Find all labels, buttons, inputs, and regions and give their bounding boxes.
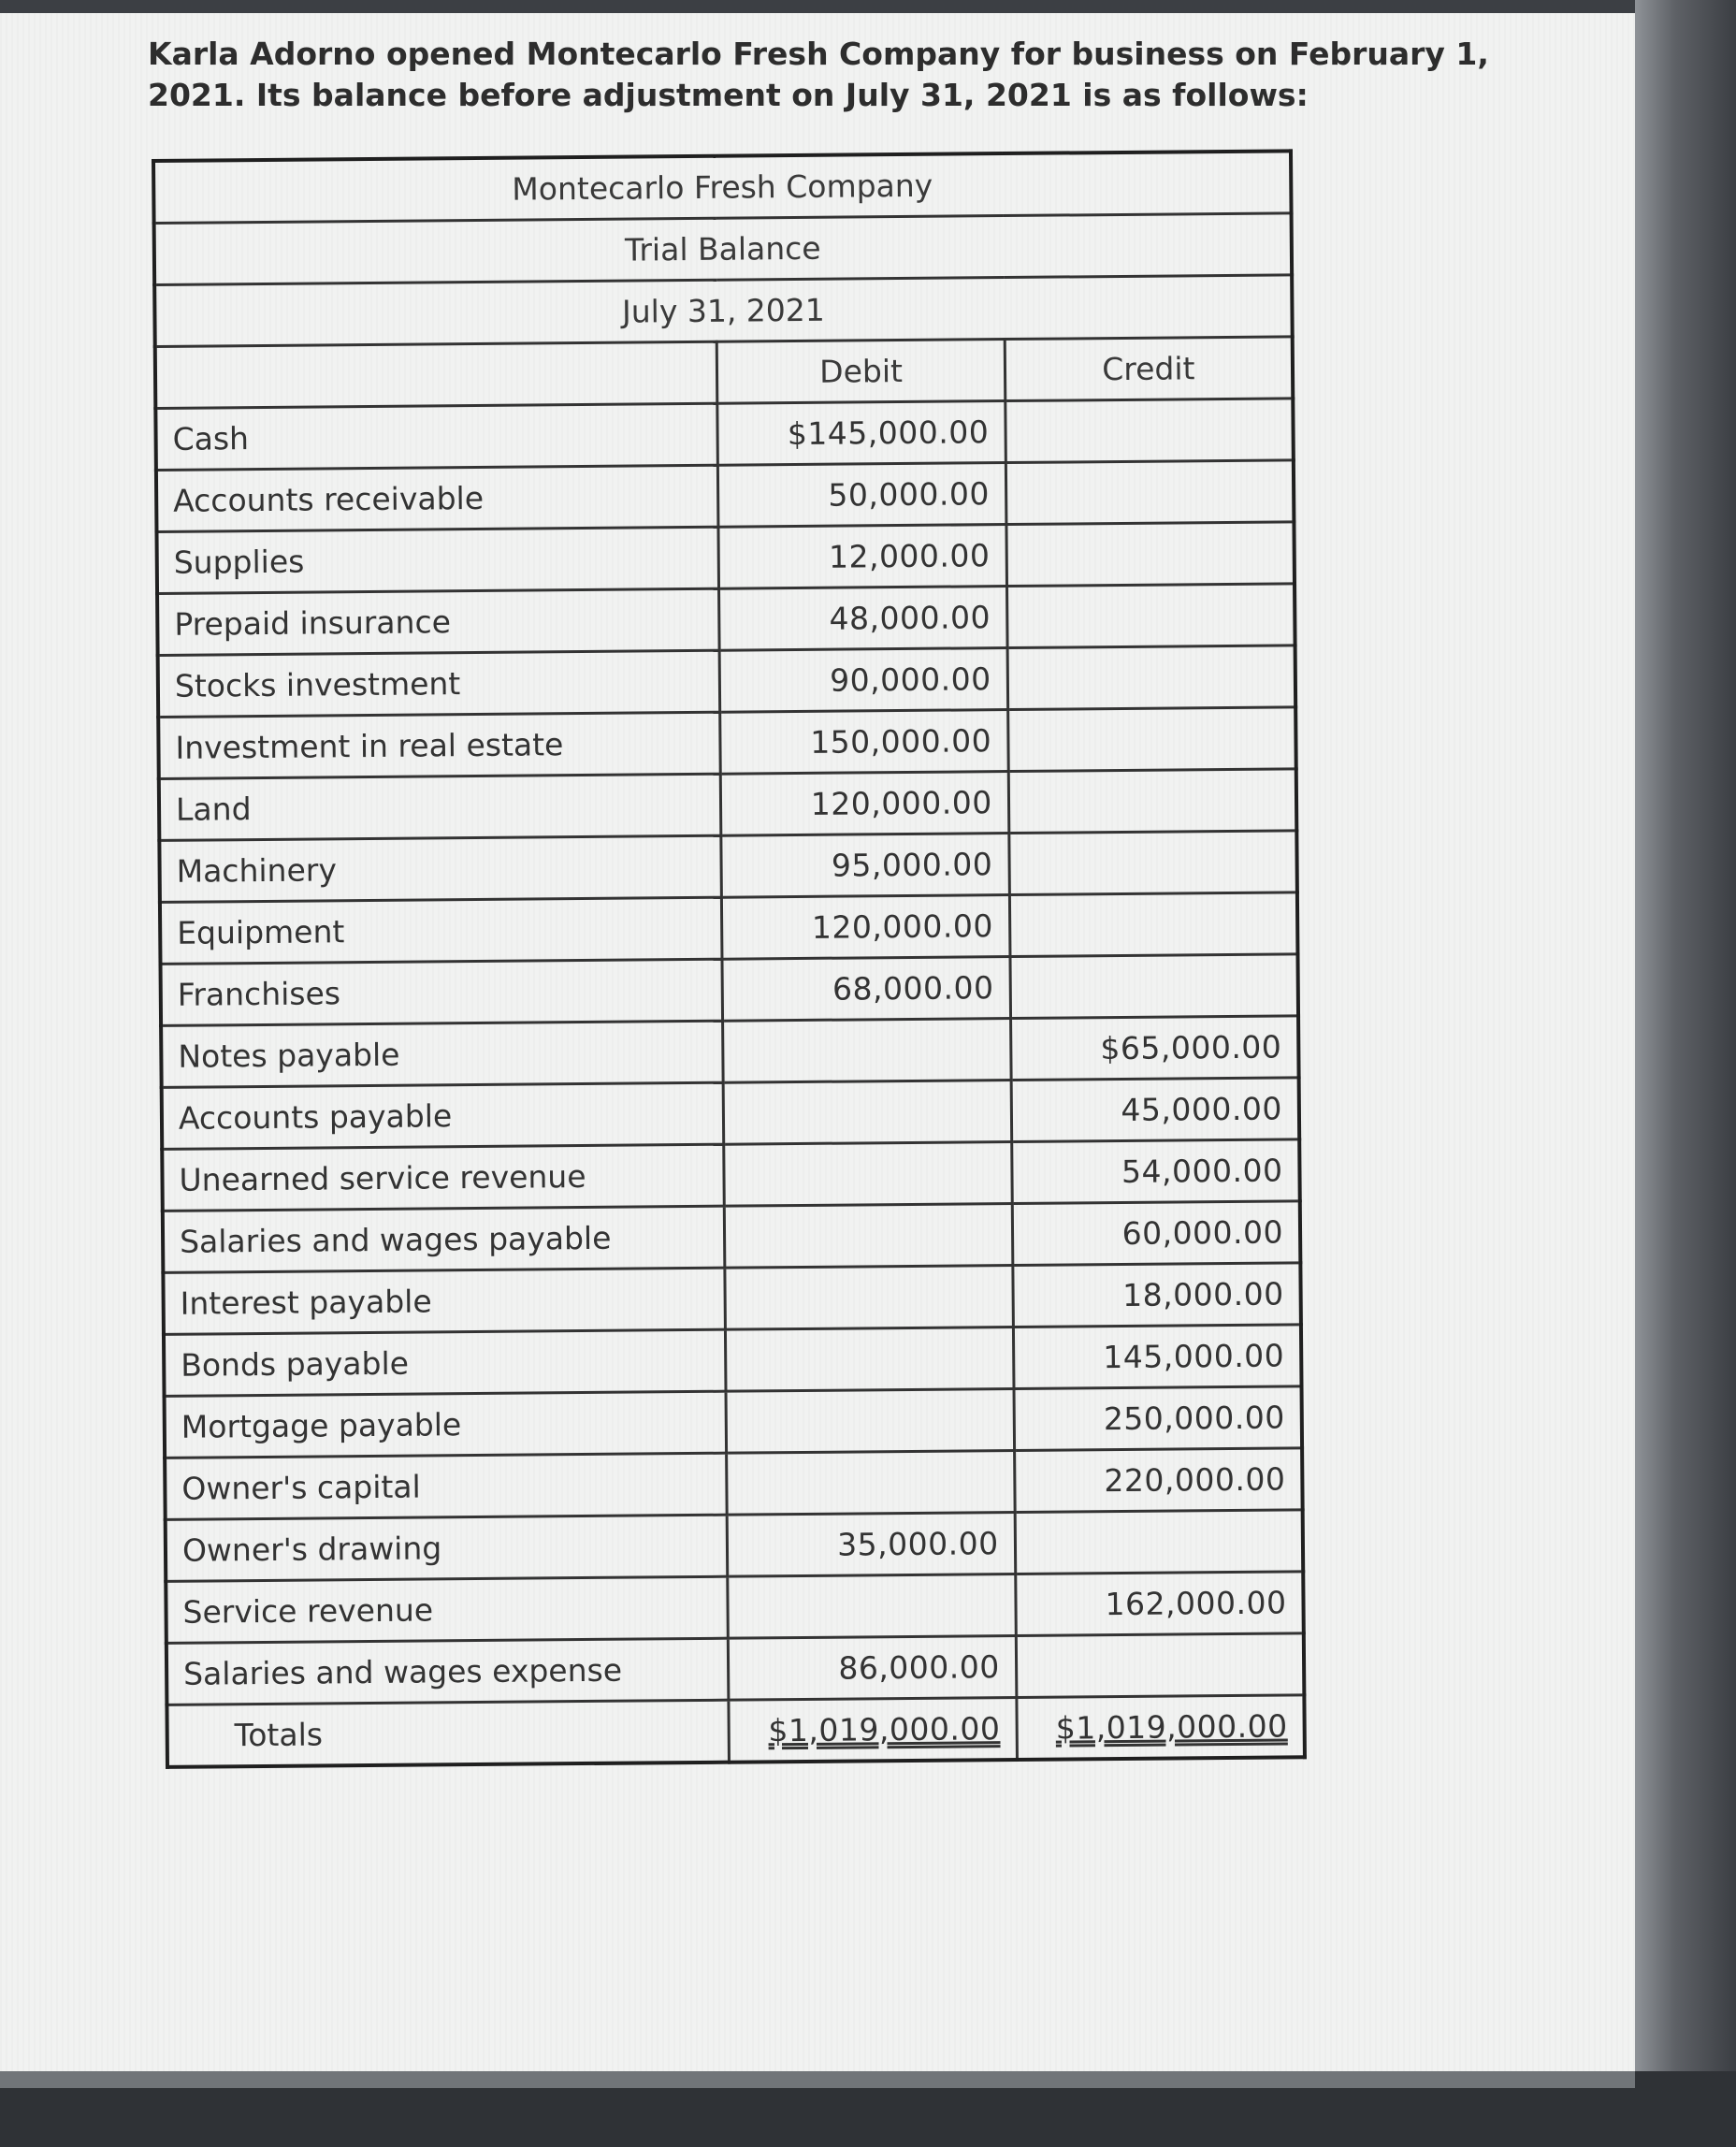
table-row: [159, 831, 1297, 903]
account-name: Notes payable: [161, 1021, 723, 1087]
table-row: [163, 1201, 1301, 1273]
total-debit-cell: [729, 1697, 1017, 1762]
debit-amount: 48,000.00: [719, 587, 1007, 651]
account-name: Bonds payable: [164, 1329, 726, 1396]
account-column-header: [155, 341, 717, 408]
debit-amount: [725, 1204, 1013, 1269]
debit-amount: 12,000.00: [718, 525, 1006, 589]
table-row: [158, 646, 1296, 718]
debit-amount: 120,000.00: [721, 772, 1009, 836]
debit-amount: 120,000.00: [722, 895, 1010, 960]
credit-amount: 220,000.00: [1014, 1448, 1302, 1513]
table-row: [159, 769, 1297, 841]
table-row: [160, 892, 1298, 965]
debit-amount: [724, 1081, 1012, 1145]
credit-amount: $65,000.00: [1010, 1016, 1298, 1081]
debit-column-header: Debit: [717, 340, 1005, 404]
table-row: [157, 584, 1295, 656]
credit-amount: [1007, 646, 1295, 710]
debit-amount: [728, 1574, 1016, 1638]
account-name: Salaries and wages expense: [166, 1638, 729, 1705]
debit-amount: [726, 1327, 1014, 1392]
account-name: Supplies: [156, 527, 718, 593]
company-name: Montecarlo Fresh Company: [153, 151, 1292, 223]
table-row: [166, 1510, 1304, 1582]
statement-title: Trial Balance: [154, 213, 1293, 285]
debit-amount: [726, 1389, 1014, 1454]
account-name: Equipment: [160, 897, 722, 964]
credit-amount: [1015, 1510, 1303, 1574]
credit-amount: [1007, 707, 1295, 772]
table-row: [164, 1325, 1302, 1397]
table-row: [155, 399, 1294, 471]
total-debit: $1,019,000.00: [768, 1710, 1001, 1749]
account-name: Service revenue: [166, 1576, 728, 1643]
table-row: [162, 1078, 1300, 1150]
total-credit-cell: [1017, 1695, 1305, 1760]
credit-amount: 18,000.00: [1013, 1263, 1301, 1327]
debit-amount: 68,000.00: [722, 957, 1010, 1022]
account-name: Machinery: [159, 835, 721, 902]
debit-amount: 95,000.00: [721, 834, 1009, 898]
totals-label-cell: [166, 1700, 729, 1767]
table-row: [161, 1016, 1299, 1088]
account-name: Stocks investment: [158, 650, 720, 717]
account-name: Mortgage payable: [165, 1391, 727, 1458]
account-name: Owner's capital: [165, 1453, 727, 1519]
account-name: Accounts payable: [162, 1082, 724, 1149]
credit-amount: [1009, 831, 1297, 895]
debit-amount: [727, 1451, 1015, 1516]
debit-amount: 90,000.00: [720, 648, 1008, 713]
account-name: Unearned service revenue: [162, 1144, 724, 1211]
table-row: [156, 522, 1295, 594]
credit-amount: [1009, 892, 1297, 957]
account-name: Franchises: [161, 959, 723, 1025]
table-header-title: [154, 213, 1293, 285]
credit-amount: [1008, 769, 1296, 834]
account-name: Prepaid insurance: [157, 588, 719, 655]
credit-amount: 250,000.00: [1014, 1386, 1302, 1451]
table-row: [166, 1633, 1305, 1705]
debit-amount: 86,000.00: [729, 1635, 1017, 1700]
table-row: [161, 954, 1299, 1026]
table-header-company: [153, 151, 1292, 223]
account-name: Accounts receivable: [156, 465, 718, 531]
credit-amount: [1005, 460, 1294, 525]
credit-amount: 54,000.00: [1011, 1139, 1299, 1204]
account-name: Land: [159, 774, 721, 840]
table-row: [166, 1572, 1304, 1644]
account-name: Owner's drawing: [166, 1515, 728, 1581]
credit-amount: [1006, 522, 1295, 587]
total-credit: $1,019,000.00: [1055, 1707, 1288, 1747]
table-header-date: [154, 275, 1293, 347]
credit-amount: [1016, 1633, 1304, 1698]
debit-amount: 50,000.00: [718, 463, 1006, 528]
column-headers: [155, 337, 1294, 409]
table-row: [165, 1386, 1303, 1458]
debit-amount: 150,000.00: [720, 710, 1008, 775]
table-row: [163, 1263, 1301, 1335]
monitor-bezel-right: [1635, 0, 1736, 2147]
credit-amount: 60,000.00: [1012, 1201, 1300, 1266]
account-name: Cash: [155, 403, 717, 470]
credit-amount: 162,000.00: [1015, 1572, 1303, 1636]
credit-column-header: Credit: [1005, 337, 1293, 401]
debit-amount: [724, 1142, 1012, 1207]
credit-amount: 145,000.00: [1013, 1325, 1301, 1389]
table-row: [156, 460, 1295, 532]
credit-amount: [1005, 399, 1293, 463]
account-name: Investment in real estate: [158, 712, 720, 778]
debit-amount: [723, 1019, 1011, 1083]
totals-row: [166, 1695, 1305, 1767]
credit-amount: 45,000.00: [1011, 1078, 1299, 1142]
debit-amount: 35,000.00: [728, 1513, 1016, 1577]
statement-date: July 31, 2021: [154, 275, 1293, 347]
credit-amount: [1010, 954, 1298, 1019]
account-name: Interest payable: [163, 1268, 725, 1334]
problem-statement: Karla Adorno opened Montecarlo Fresh Company for business on February 1, 2021. Its balance before adjustment on July 31, 2021 is as follows:: [148, 36, 1489, 113]
table-row: [162, 1139, 1300, 1211]
debit-amount: $145,000.00: [717, 401, 1005, 466]
table-row: [158, 707, 1296, 779]
debit-amount: [725, 1266, 1013, 1330]
credit-amount: [1006, 584, 1295, 648]
totals-label: Totals: [234, 1716, 324, 1754]
trial-balance-table: [152, 149, 1307, 1769]
table-row: [165, 1448, 1303, 1520]
account-name: Salaries and wages payable: [163, 1206, 725, 1272]
scroll-strip: [0, 2071, 1635, 2088]
